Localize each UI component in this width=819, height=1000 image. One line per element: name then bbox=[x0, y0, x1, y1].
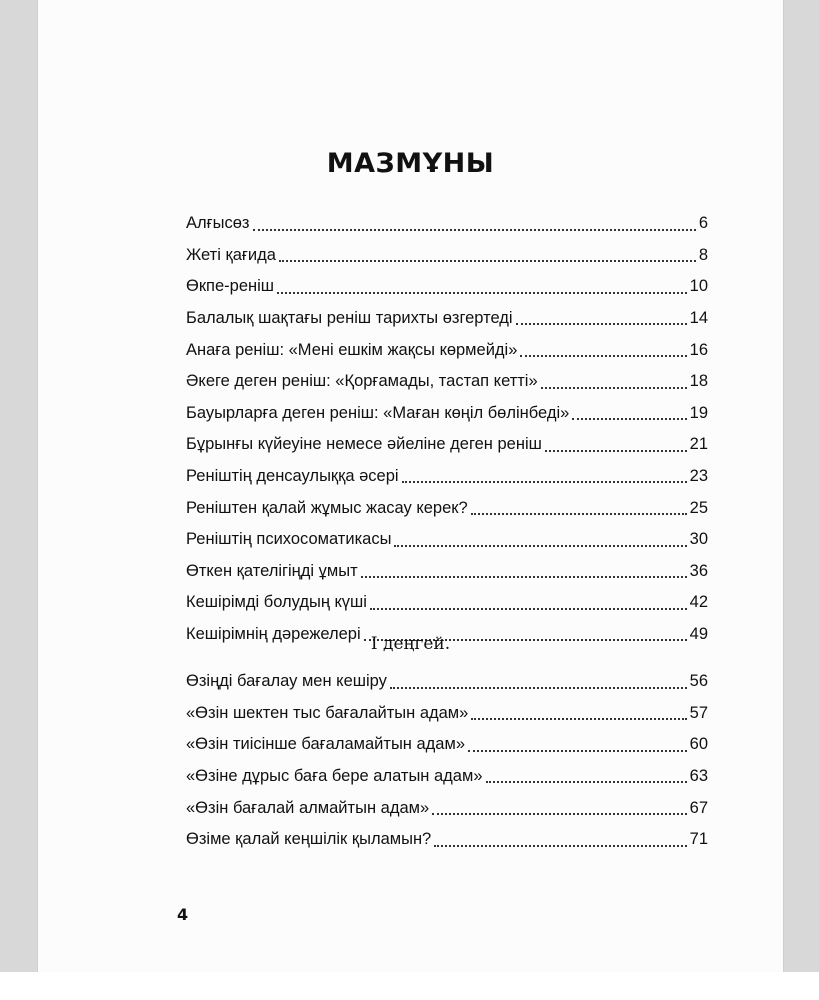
toc-entry bbox=[186, 240, 708, 272]
toc-entry-page: 18 bbox=[689, 372, 708, 391]
toc-entry-title: Алғысөз bbox=[186, 214, 250, 233]
page-title: МАЗМҰНЫ bbox=[326, 148, 495, 179]
toc-entry bbox=[186, 492, 708, 524]
dot-leader bbox=[434, 844, 686, 847]
toc-entry bbox=[186, 666, 708, 698]
toc-entry-title: Бұрынғы күйеуіне немесе әйеліне деген реніш bbox=[186, 435, 542, 454]
dot-leader bbox=[370, 607, 687, 610]
toc-entry bbox=[186, 761, 708, 793]
toc-entry-page: 19 bbox=[689, 403, 708, 422]
dot-leader bbox=[486, 780, 687, 783]
toc-entry bbox=[186, 461, 708, 493]
dot-leader bbox=[572, 417, 686, 420]
toc-entry-page: 30 bbox=[689, 530, 708, 549]
toc-entry-page: 16 bbox=[689, 340, 708, 359]
toc-entry bbox=[186, 587, 708, 619]
toc-entry-title: Өкпе-реніш bbox=[186, 277, 275, 296]
dot-leader bbox=[516, 322, 687, 325]
toc-entry-title: Әкеге деген реніш: «Қорғамады, тастап кетті» bbox=[186, 372, 538, 391]
dot-leader bbox=[394, 544, 686, 547]
toc-entry bbox=[186, 698, 708, 730]
dot-leader bbox=[541, 386, 687, 389]
toc-entry-page: 23 bbox=[689, 467, 708, 486]
toc-entry-page: 6 bbox=[698, 214, 708, 233]
dot-leader bbox=[402, 480, 687, 483]
toc-entry-page: 8 bbox=[698, 245, 708, 264]
toc-entry bbox=[186, 556, 708, 588]
toc-entry-title: Өзіңді бағалау мен кешіру bbox=[186, 672, 387, 691]
toc-entry-page: 14 bbox=[689, 309, 708, 328]
dot-leader bbox=[545, 449, 687, 452]
toc-entry-title: «Өзін бағалай алмайтын адам» bbox=[186, 798, 430, 817]
toc-entry-page: 49 bbox=[689, 625, 708, 644]
dot-leader bbox=[468, 749, 687, 752]
dot-leader bbox=[390, 686, 687, 689]
toc-entry-page: 67 bbox=[689, 798, 708, 817]
toc-entry-title: Реніштен қалай жұмыс жасау керек? bbox=[186, 498, 468, 517]
table-of-contents bbox=[186, 208, 708, 650]
toc-entry-title: Өзіме қалай кеңшілік қыламын? bbox=[186, 830, 432, 849]
page-bottom-margin bbox=[0, 972, 819, 1000]
toc-entry-page: 63 bbox=[689, 767, 708, 786]
toc-entry-page: 71 bbox=[689, 830, 708, 849]
toc-entry-page: 57 bbox=[689, 703, 708, 722]
toc-entry bbox=[186, 524, 708, 556]
toc-entry-page: 36 bbox=[689, 561, 708, 580]
dot-leader bbox=[471, 717, 686, 720]
toc-entry bbox=[186, 334, 708, 366]
toc-entry-page: 60 bbox=[689, 735, 708, 754]
toc-entry-title: Реніштің психосоматикасы bbox=[186, 530, 392, 549]
dot-leader bbox=[279, 259, 696, 262]
toc-entry-title: «Өзін тиісінше бағаламайтын адам» bbox=[186, 735, 466, 754]
toc-entry-title: Жеті қағида bbox=[186, 245, 276, 264]
toc-entry bbox=[186, 429, 708, 461]
toc-entry-page: 25 bbox=[689, 498, 708, 517]
section-heading: І деңгей. bbox=[370, 634, 451, 654]
table-of-contents-section bbox=[186, 666, 708, 856]
page-number: 4 bbox=[177, 905, 189, 924]
toc-entry-page: 21 bbox=[689, 435, 708, 454]
toc-entry-title: «Өзіне дұрыс баға бере алатын адам» bbox=[186, 767, 483, 786]
toc-entry-page: 42 bbox=[689, 593, 708, 612]
toc-entry-title: «Өзін шектен тыс бағалайтын адам» bbox=[186, 703, 469, 722]
toc-entry-title: Балалық шақтағы реніш тарихты өзгертеді bbox=[186, 309, 513, 328]
toc-entry-page: 56 bbox=[689, 672, 708, 691]
toc-entry bbox=[186, 208, 708, 240]
toc-entry-title: Анаға реніш: «Мені ешкім жақсы көрмейді» bbox=[186, 340, 518, 359]
dot-leader bbox=[253, 228, 696, 231]
dot-leader bbox=[520, 354, 686, 357]
toc-entry-title: Кешірімді болудың күші bbox=[186, 593, 367, 612]
toc-entry bbox=[186, 792, 708, 824]
toc-entry bbox=[186, 303, 708, 335]
toc-entry bbox=[186, 366, 708, 398]
toc-entry bbox=[186, 271, 708, 303]
toc-entry bbox=[186, 824, 708, 856]
dot-leader bbox=[277, 291, 687, 294]
dot-leader bbox=[432, 812, 686, 815]
toc-entry-page: 10 bbox=[689, 277, 708, 296]
toc-entry-title: Бауырларға деген реніш: «Маған көңіл бөлінбеді» bbox=[186, 403, 570, 422]
toc-entry bbox=[186, 398, 708, 430]
dot-leader bbox=[471, 512, 687, 515]
toc-entry bbox=[186, 729, 708, 761]
dot-leader bbox=[361, 575, 687, 578]
toc-entry-title: Кешірімнің дәрежелері bbox=[186, 625, 361, 644]
toc-entry-title: Өткен қателігіңді ұмыт bbox=[186, 561, 358, 580]
toc-entry-title: Реніштің денсаулыққа әсері bbox=[186, 467, 399, 486]
